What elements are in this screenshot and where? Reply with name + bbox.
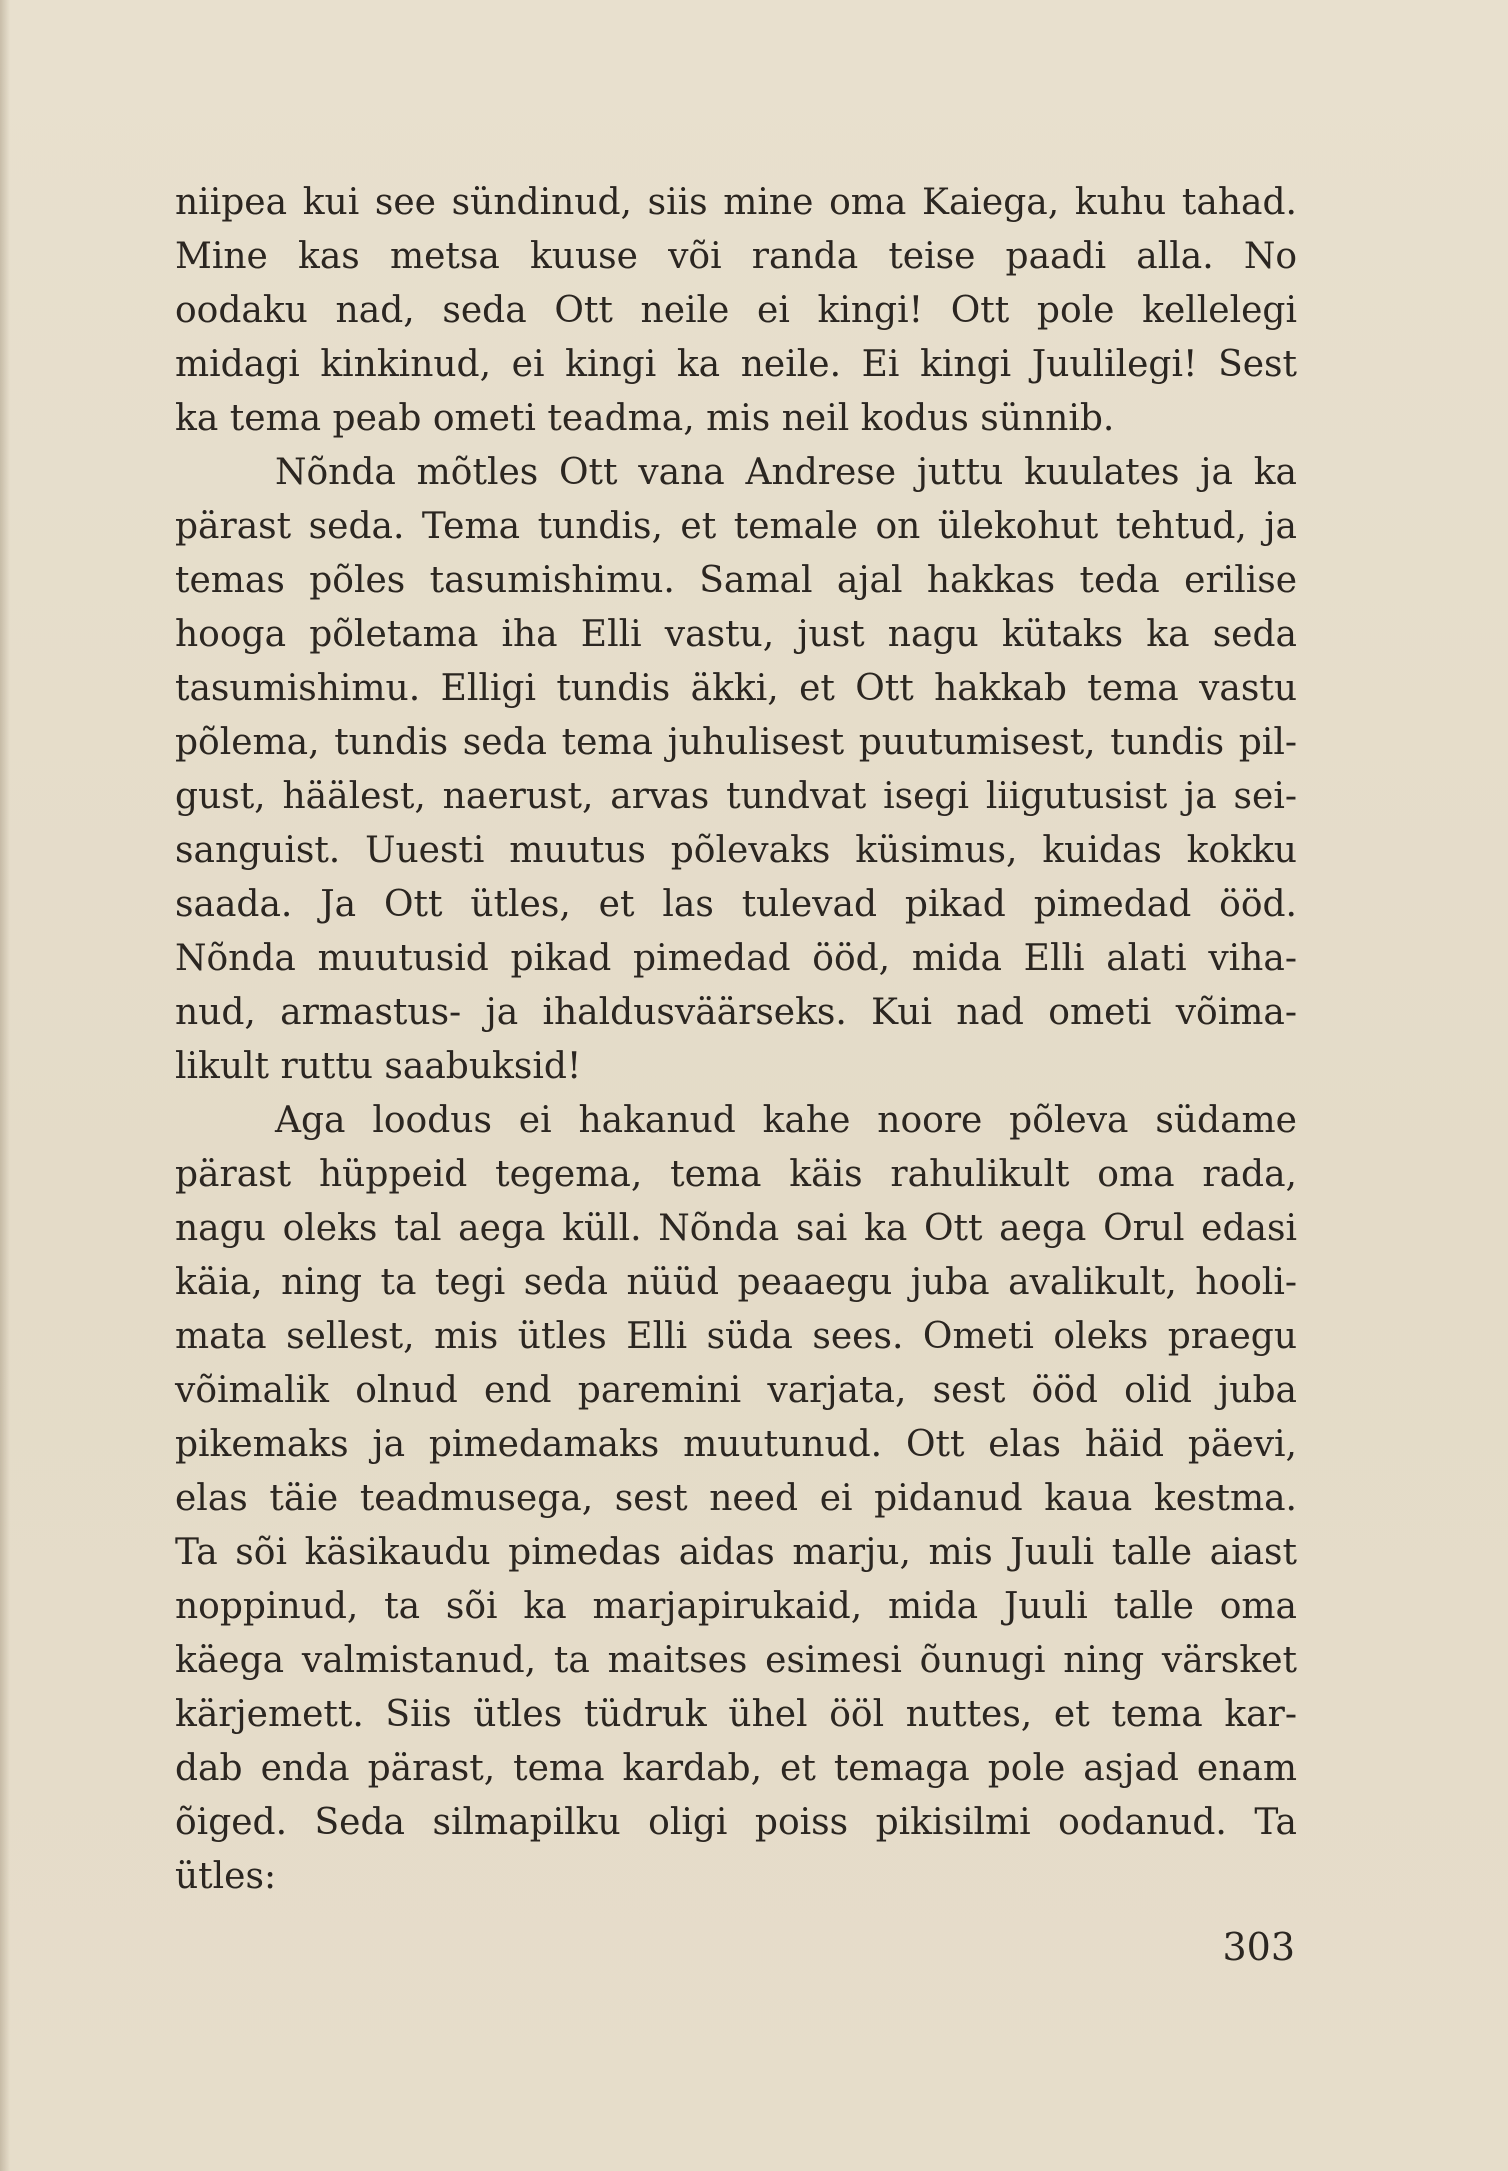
text-line: sanguist. Uuesti muutus põlevaks küsimus, kuidas kokku xyxy=(175,830,1297,871)
body-text xyxy=(175,176,1297,1904)
text-line: temas põles tasumishimu. Samal ajal hakkas teda erilise xyxy=(175,560,1297,601)
text-line: nagu oleks tal aega küll. Nõnda sai ka Ott aega Orul edasi xyxy=(175,1208,1297,1249)
text-line: ütles: xyxy=(175,1856,277,1897)
text-line: põlema, tundis seda tema juhulisest puutumisest, tundis pil- xyxy=(175,722,1297,763)
text-line: likult ruttu saabuksid! xyxy=(175,1046,582,1087)
text-line: Nõnda mõtles Ott vana Andrese juttu kuulates ja ka xyxy=(275,452,1297,493)
text-line: käega valmistanud, ta maitses esimesi õunugi ning värsket xyxy=(175,1640,1297,1681)
text-line: Mine kas metsa kuuse või randa teise paadi alla. No xyxy=(175,236,1297,277)
text-line: oodaku nad, seda Ott neile ei kingi! Ott pole kellelegi xyxy=(175,290,1297,331)
text-line: käia, ning ta tegi seda nüüd peaaegu juba avalikult, hooli- xyxy=(175,1262,1297,1303)
text-line: Ta sõi käsikaudu pimedas aidas marju, mis Juuli talle aiast xyxy=(175,1532,1297,1573)
text-line: mata sellest, mis ütles Elli süda sees. Ometi oleks praegu xyxy=(175,1316,1297,1357)
text-line: Nõnda muutusid pikad pimedad ööd, mida Elli alati viha- xyxy=(175,938,1297,979)
text-line: tasumishimu. Elligi tundis äkki, et Ott hakkab tema vastu xyxy=(175,668,1297,709)
text-line: kärjemett. Siis ütles tüdruk ühel ööl nuttes, et tema kar- xyxy=(175,1694,1297,1735)
text-line: Aga loodus ei hakanud kahe noore põleva südame xyxy=(275,1100,1297,1141)
text-line: noppinud, ta sõi ka marjapirukaid, mida Juuli talle oma xyxy=(175,1586,1297,1627)
text-line: saada. Ja Ott ütles, et las tulevad pikad pimedad ööd. xyxy=(175,884,1297,925)
text-line: nud, armastus- ja ihaldusväärseks. Kui nad ometi võima- xyxy=(175,992,1297,1033)
text-line: pärast seda. Tema tundis, et temale on ülekohut tehtud, ja xyxy=(175,506,1297,547)
text-line: pikemaks ja pimedamaks muutunud. Ott elas häid päevi, xyxy=(175,1424,1297,1465)
text-line: pärast hüppeid tegema, tema käis rahulikult oma rada, xyxy=(175,1154,1297,1195)
page-edge-shadow xyxy=(0,0,10,2171)
text-line: dab enda pärast, tema kardab, et temaga pole asjad enam xyxy=(175,1748,1297,1789)
text-line: niipea kui see sündinud, siis mine oma Kaiega, kuhu tahad. xyxy=(175,182,1297,223)
text-line: hooga põletama iha Elli vastu, just nagu kütaks ka seda xyxy=(175,614,1297,655)
text-line: elas täie teadmusega, sest need ei pidanud kaua kestma. xyxy=(175,1478,1297,1519)
text-line: võimalik olnud end paremini varjata, sest ööd olid juba xyxy=(175,1370,1297,1411)
text-line: gust, häälest, naerust, arvas tundvat isegi liigutusist ja sei- xyxy=(175,776,1297,817)
text-line: ka tema peab ometi teadma, mis neil kodus sünnib. xyxy=(175,398,1115,439)
text-line: õiged. Seda silmapilku oligi poiss pikisilmi oodanud. Ta xyxy=(175,1802,1297,1843)
page-number: 303 xyxy=(1222,1925,1295,1969)
text-line: midagi kinkinud, ei kingi ka neile. Ei kingi Juulilegi! Sest xyxy=(175,344,1297,385)
